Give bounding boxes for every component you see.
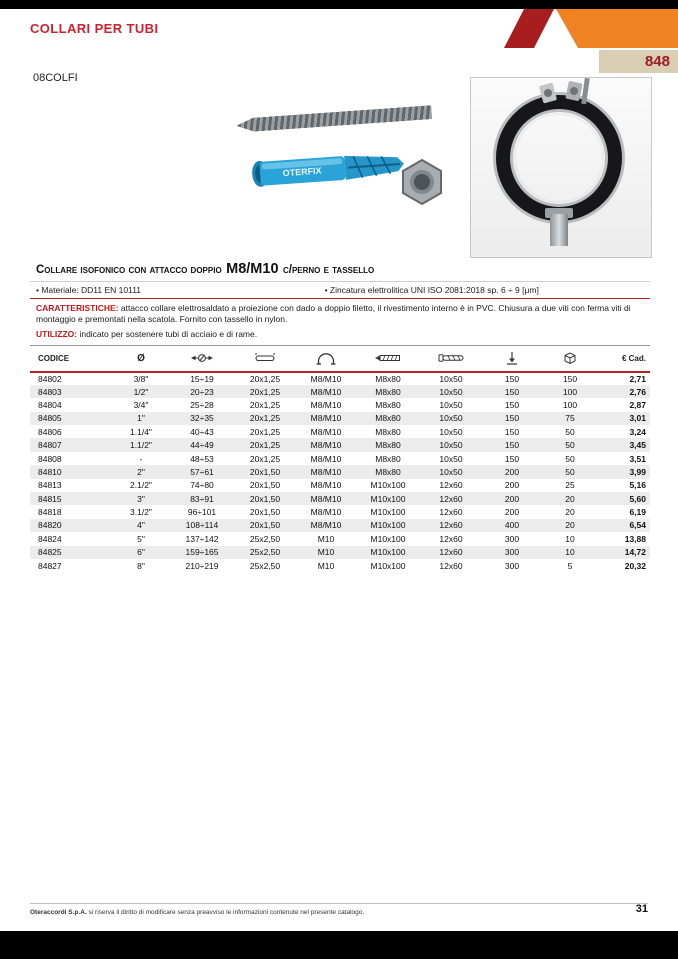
table-cell: 2,71 — [629, 373, 646, 384]
table-cell: M8/M10 — [310, 413, 342, 424]
table-cell: - — [139, 453, 143, 464]
table-header-row — [30, 346, 650, 372]
table-cell: M8/M10 — [310, 453, 342, 464]
table-cell: M10x100 — [370, 547, 406, 558]
table-cell: 32÷35 — [190, 413, 214, 424]
footer-divider — [30, 903, 648, 904]
table-cell: 200 — [504, 480, 520, 491]
table-cell: 300 — [504, 547, 520, 558]
table-cell: 200 — [504, 507, 520, 518]
table-cell: 10x50 — [439, 453, 463, 464]
plug-brand-text: OTERFIX — [282, 165, 322, 179]
table-cell: M8/M10 — [310, 480, 342, 491]
table-cell: M10x100 — [370, 507, 406, 518]
table-cell: 20x1,25 — [249, 373, 281, 384]
table-row — [30, 372, 650, 385]
pipe-clamp-photo — [471, 78, 651, 257]
table-cell: 12x60 — [439, 547, 463, 558]
table-cell: 84824 — [38, 533, 62, 544]
table-cell: 100 — [562, 399, 578, 410]
use-text: indicato per sostenere tubi di acciaio e di rame. — [79, 329, 258, 339]
spec-bullets — [36, 285, 650, 295]
table-cell: 6,19 — [629, 507, 646, 518]
table-row — [30, 465, 650, 478]
pack-box-icon — [563, 351, 577, 365]
table-cell: 137÷142 — [185, 533, 219, 544]
table-cell: 2,76 — [629, 386, 646, 397]
table-cell: 10x50 — [439, 386, 463, 397]
table-cell: 20,32 — [624, 560, 646, 571]
table-cell: M8x80 — [375, 373, 401, 384]
table-cell: 84802 — [38, 373, 62, 384]
table-cell: M10 — [317, 547, 335, 558]
table-cell: 84803 — [38, 386, 62, 397]
table-cell: 100 — [562, 386, 578, 397]
diameter-range-icon — [191, 352, 213, 364]
table-cell: 84827 — [38, 560, 62, 571]
table-row — [30, 559, 650, 572]
max-load-icon — [505, 351, 519, 365]
footer-disclaimer-text: si riserva il diritto di modificare senza preavviso le informazioni contenute nel presente catalogo. — [88, 909, 365, 916]
divider-gray — [30, 281, 650, 282]
hex-nut-image — [396, 158, 448, 206]
column-header-band-section — [234, 346, 296, 372]
wall-plug-icon — [438, 353, 464, 363]
table-cell: 10x50 — [439, 413, 463, 424]
table-cell: M8x80 — [375, 399, 401, 410]
table-cell: 20x1,50 — [249, 493, 281, 504]
table-cell: 5,60 — [629, 493, 646, 504]
table-cell: 84804 — [38, 399, 62, 410]
column-header-price: € Cad. — [598, 346, 650, 372]
hanger-bolt-icon — [375, 353, 401, 363]
table-row — [30, 492, 650, 505]
table-cell: 20x1,25 — [249, 426, 281, 437]
column-header-load — [482, 346, 542, 372]
table-cell: 3,51 — [629, 453, 646, 464]
table-cell: 57÷61 — [190, 466, 214, 477]
table-cell: M8x80 — [375, 426, 401, 437]
table-cell: M8/M10 — [310, 373, 342, 384]
product-spec-table — [30, 345, 650, 572]
page-badge: 848 — [599, 50, 678, 73]
table-cell: 20x1,50 — [249, 507, 281, 518]
table-cell: M10 — [317, 533, 335, 544]
table-cell: 84815 — [38, 493, 62, 504]
table-cell: 150 — [504, 426, 520, 437]
footer-page-number: 31 — [635, 903, 648, 915]
table-cell: 5,16 — [629, 480, 646, 491]
column-header-diameter: Ø — [112, 346, 170, 372]
table-cell: M8/M10 — [310, 399, 342, 410]
table-cell: 2.1/2" — [130, 480, 152, 491]
table-cell: M10 — [317, 560, 335, 571]
table-cell: 5" — [137, 533, 145, 544]
table-cell: 3.1/2" — [130, 507, 152, 518]
table-cell: 6" — [137, 547, 145, 558]
table-cell: 12x60 — [439, 533, 463, 544]
table-cell: 50 — [565, 426, 575, 437]
product-title-main: Collare isofonico con attacco doppio — [36, 264, 222, 276]
table-cell: M8x80 — [375, 413, 401, 424]
table-cell: 159÷165 — [185, 547, 219, 558]
table-cell: 20 — [565, 493, 575, 504]
table-cell: 108÷114 — [185, 520, 219, 531]
table-cell: M8x80 — [375, 466, 401, 477]
table-cell: M8/M10 — [310, 440, 342, 451]
table-cell: 12x60 — [439, 480, 463, 491]
table-cell: 20x1,50 — [249, 466, 281, 477]
table-cell: 3/4" — [133, 399, 149, 410]
table-cell: 10x50 — [439, 440, 463, 451]
table-cell: 2,87 — [629, 399, 646, 410]
table-cell: M8x80 — [375, 453, 401, 464]
table-cell: 3/8" — [133, 373, 149, 384]
table-row — [30, 532, 650, 545]
table-cell: 20x1,25 — [249, 399, 281, 410]
table-cell: 20x1,25 — [249, 440, 281, 451]
table-cell: 14,72 — [624, 547, 646, 558]
table-cell: 3,45 — [629, 440, 646, 451]
table-cell: 13,88 — [624, 533, 646, 544]
table-cell: 20x1,50 — [249, 480, 281, 491]
hanger-bolt-image — [236, 105, 432, 133]
column-header-pack — [542, 346, 598, 372]
table-cell: 150 — [504, 453, 520, 464]
table-cell: 10x50 — [439, 373, 463, 384]
table-cell: 4" — [137, 520, 145, 531]
table-cell: 83÷91 — [190, 493, 214, 504]
table-cell: 20x1,25 — [249, 413, 281, 424]
column-header-attacco — [296, 346, 356, 372]
table-cell: 50 — [565, 466, 575, 477]
product-title — [36, 260, 374, 278]
table-row — [30, 519, 650, 532]
table-cell: 150 — [562, 373, 578, 384]
table-row — [30, 505, 650, 518]
table-cell: 2" — [137, 466, 145, 477]
table-cell: 3,99 — [629, 466, 646, 477]
table-cell: 74÷80 — [190, 480, 214, 491]
column-header-screw — [356, 346, 420, 372]
table-row — [30, 438, 650, 451]
table-cell: 25 — [565, 480, 575, 491]
table-cell: 1.1/2" — [130, 440, 152, 451]
table-cell: M8/M10 — [310, 386, 342, 397]
table-cell: 84813 — [38, 480, 62, 491]
column-header-range — [170, 346, 234, 372]
table-cell: 200 — [504, 466, 520, 477]
table-cell: 20 — [565, 520, 575, 531]
table-cell: M8x80 — [375, 386, 401, 397]
table-cell: 10x50 — [439, 399, 463, 410]
table-cell: 400 — [504, 520, 520, 531]
table-cell: 10x50 — [439, 466, 463, 477]
table-cell: 150 — [504, 440, 520, 451]
footer-company: Oteraccordi S.p.A. — [30, 909, 87, 916]
table-cell: 84805 — [38, 413, 62, 424]
table-cell: 10 — [565, 533, 575, 544]
table-cell: M8/M10 — [310, 520, 342, 531]
table-cell: 1.1/4" — [130, 426, 152, 437]
table-cell: M10x100 — [370, 560, 406, 571]
column-header-codice: CODICE — [30, 346, 112, 372]
category-title: COLLARI PER TUBI — [30, 21, 159, 36]
table-cell: 84810 — [38, 466, 62, 477]
table-cell: M8/M10 — [310, 507, 342, 518]
table-cell: 20x1,50 — [249, 520, 281, 531]
table-cell: 12x60 — [439, 560, 463, 571]
features-label: CARATTERISTICHE: — [36, 303, 119, 313]
bottom-black-bar — [0, 931, 678, 959]
table-cell: 50 — [565, 453, 575, 464]
table-cell: 84807 — [38, 440, 62, 451]
table-row — [30, 546, 650, 559]
table-cell: 84806 — [38, 426, 62, 437]
footer-disclaimer — [30, 909, 364, 916]
table-cell: 150 — [504, 413, 520, 424]
table-cell: 300 — [504, 533, 520, 544]
table-cell: 15÷19 — [190, 373, 214, 384]
table-cell: 12x60 — [439, 520, 463, 531]
table-cell: 25x2,50 — [249, 560, 281, 571]
table-cell: 10x50 — [439, 426, 463, 437]
table-cell: 6,54 — [629, 520, 646, 531]
table-row — [30, 412, 650, 425]
table-cell: 12x60 — [439, 507, 463, 518]
table-cell: 12x60 — [439, 493, 463, 504]
table-cell: 20÷23 — [190, 386, 214, 397]
table-cell: 84820 — [38, 520, 62, 531]
table-cell: 10 — [565, 547, 575, 558]
top-black-bar — [0, 0, 678, 9]
table-cell: M8x80 — [375, 440, 401, 451]
table-cell: 1" — [137, 413, 145, 424]
table-row — [30, 425, 650, 438]
table-row — [30, 479, 650, 492]
features-text: attacco collare elettrosaldato a proiezione con dado a doppio filetto, il rivestimento interno è in PVC. Chiusura a due viti con ferma viti di montaggio e premontati nella scatola. Fornito con tassello in nylon. — [36, 303, 631, 324]
table-cell: 25x2,50 — [249, 547, 281, 558]
table-cell: M10x100 — [370, 520, 406, 531]
table-cell: 8" — [137, 560, 145, 571]
use-label: UTILIZZO: — [36, 329, 78, 339]
table-cell: 3,01 — [629, 413, 646, 424]
table-cell: 200 — [504, 493, 520, 504]
band-section-icon — [254, 352, 276, 364]
product-title-size: M8/M10 — [226, 261, 279, 277]
table-cell: 210÷219 — [185, 560, 219, 571]
table-cell: 150 — [504, 386, 520, 397]
table-cell: 48÷53 — [190, 453, 214, 464]
divider-red — [30, 298, 650, 299]
table-cell: 3,24 — [629, 426, 646, 437]
table-cell: M8/M10 — [310, 426, 342, 437]
table-cell: M8/M10 — [310, 493, 342, 504]
table-cell: 25÷28 — [190, 399, 214, 410]
table-cell: M10x100 — [370, 493, 406, 504]
table-cell: M10x100 — [370, 533, 406, 544]
clamp-profile-icon — [316, 352, 336, 365]
table-cell: M8/M10 — [310, 466, 342, 477]
table-cell: 20 — [565, 507, 575, 518]
table-cell: 84818 — [38, 507, 62, 518]
product-title-tail: c/perno e tassello — [282, 264, 375, 276]
table-cell: 84808 — [38, 453, 62, 464]
table-body — [30, 372, 650, 573]
table-cell: 1/2" — [133, 386, 149, 397]
bullet-zinc-coating: • Zincatura elettrolitica UNI ISO 2081:2018 sp. 6 ÷ 9 [μm] — [324, 285, 539, 295]
table-cell: M10x100 — [370, 480, 406, 491]
table-cell: 3" — [137, 493, 145, 504]
table-row — [30, 398, 650, 411]
table-cell: 96÷101 — [187, 507, 217, 518]
table-row — [30, 452, 650, 465]
table-cell: 150 — [504, 399, 520, 410]
table-cell: 300 — [504, 560, 520, 571]
header-decoration — [488, 9, 678, 48]
table-cell: 84825 — [38, 547, 62, 558]
product-code: 08COLFI — [33, 72, 78, 84]
table-cell: 25x2,50 — [249, 533, 281, 544]
table-cell: 40÷43 — [190, 426, 214, 437]
table-cell: 20x1,25 — [249, 453, 281, 464]
wall-plug-image — [249, 141, 410, 198]
column-header-plug — [420, 346, 482, 372]
table-cell: 75 — [565, 413, 575, 424]
table-cell: 5 — [567, 560, 573, 571]
bullet-material: • Materiale: DD11 EN 10111 — [36, 285, 142, 295]
table-cell: 50 — [565, 440, 575, 451]
use-paragraph — [36, 329, 650, 339]
features-paragraph — [36, 303, 650, 324]
table-row — [30, 385, 650, 398]
table-cell: 20x1,25 — [249, 386, 281, 397]
table-cell: 150 — [504, 373, 520, 384]
table-cell: 44÷49 — [190, 440, 214, 451]
product-photo-frame — [470, 77, 652, 258]
